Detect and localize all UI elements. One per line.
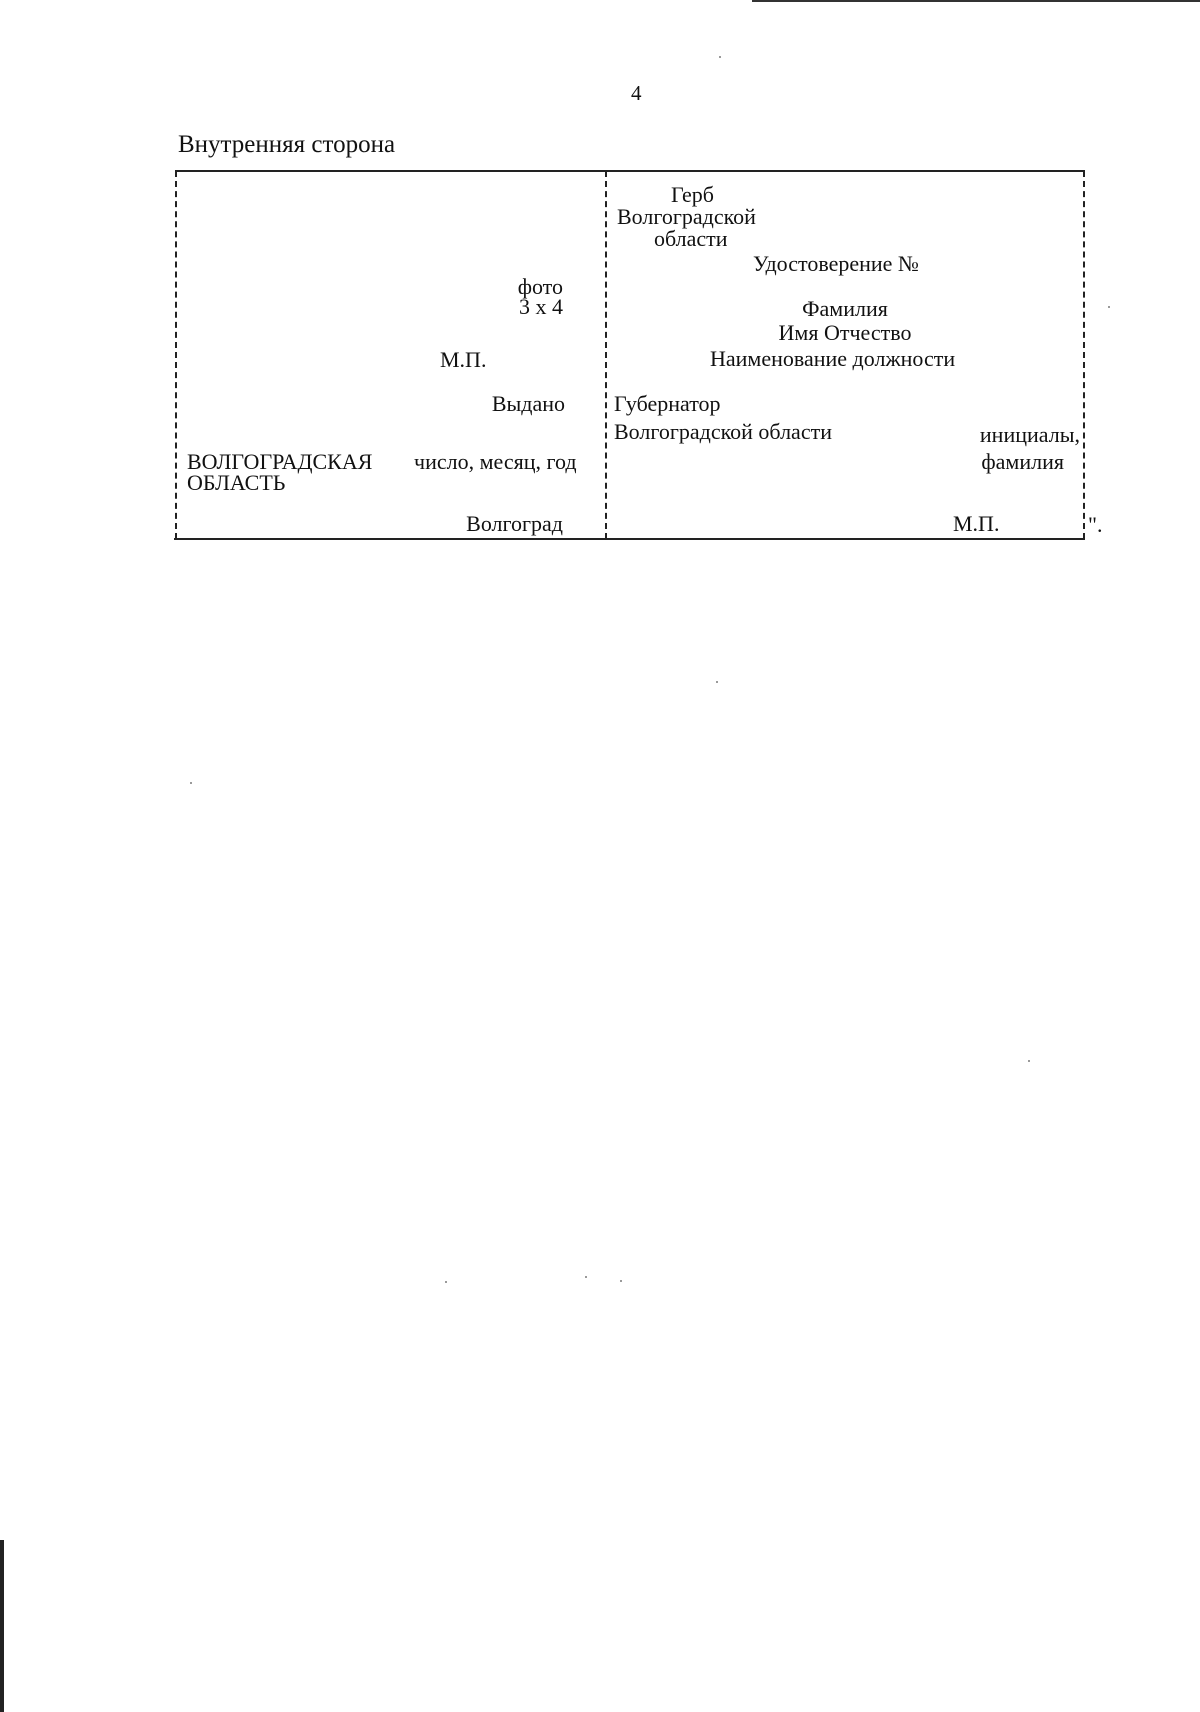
issue-date-label: число, месяц, год: [414, 449, 577, 474]
position-label: Наименование должности: [710, 346, 956, 371]
card-right-border: [1083, 171, 1085, 539]
card-left-border: [175, 171, 177, 539]
scan-speck: [716, 681, 718, 683]
issue-city-label: Волгоград: [466, 511, 563, 536]
left-seal-label: М.П.: [440, 347, 487, 372]
emblem-label-line1: Герб: [671, 182, 715, 207]
right-seal-label: М.П.: [953, 511, 1000, 536]
governor-title-line2: Волгоградской области: [614, 419, 832, 444]
signatory-surname-label: фамилия: [981, 449, 1064, 474]
certificate-number-label: Удостоверение №: [753, 251, 919, 276]
name-patronymic-label: Имя Отчество: [778, 320, 912, 345]
scan-speck: [445, 1281, 447, 1283]
surname-label: Фамилия: [802, 296, 888, 321]
page-heading: Внутренняя сторона: [178, 131, 396, 158]
scan-edge-shadow: [0, 1540, 4, 1712]
governor-title-line1: Губернатор: [614, 391, 721, 416]
region-name-line1: ВОЛГОГРАДСКАЯ: [187, 449, 373, 474]
photo-size-label: 3 х 4: [519, 294, 563, 319]
photo-placeholder-label: фото: [517, 274, 563, 299]
top-edge-rule: [752, 0, 1200, 2]
card-fold-line: [605, 171, 607, 539]
issued-label: Выдано: [491, 391, 565, 416]
card-top-border: [175, 170, 1085, 172]
closing-quote-mark: ".: [1088, 512, 1103, 537]
scan-speck: [1028, 1060, 1030, 1062]
scan-speck: [585, 1276, 587, 1278]
signatory-initials-label: инициалы,: [979, 422, 1080, 447]
emblem-label-line3: области: [654, 226, 728, 251]
region-name-line2: ОБЛАСТЬ: [187, 470, 286, 495]
emblem-label-line2: Волгоградской: [617, 204, 756, 229]
scan-speck: [620, 1280, 622, 1282]
scan-speck: [1108, 306, 1110, 308]
page-number: 4: [631, 81, 642, 105]
scan-speck: [719, 56, 721, 58]
card-bottom-border: [174, 538, 1085, 540]
scan-speck: [190, 782, 192, 784]
